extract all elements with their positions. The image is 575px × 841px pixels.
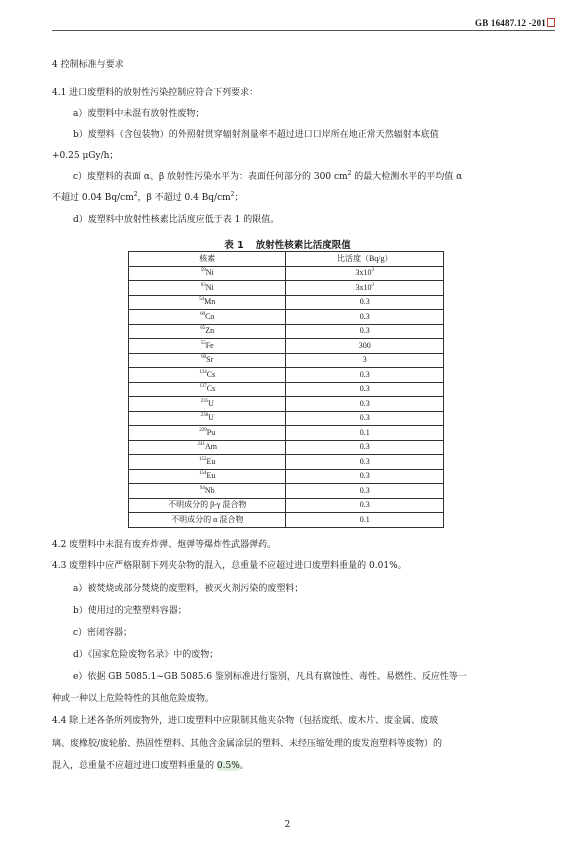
table-row — [129, 513, 444, 528]
activity-cell — [286, 484, 444, 499]
table-row — [129, 382, 444, 397]
activity-cell — [286, 281, 444, 296]
table-row — [129, 324, 444, 339]
mass-number: 235 — [200, 398, 209, 404]
table-row — [129, 440, 444, 455]
exponent: 3 — [371, 268, 374, 274]
clause-4-4-cont: 璃、废橡胶/废轮胎、热固性塑料、其他含金属涂层的塑料、未经压缩处理的废发泡塑料等废物）的 — [52, 739, 443, 749]
activity-cell — [286, 513, 444, 528]
activity-cell — [286, 339, 444, 354]
activity-cell — [286, 426, 444, 441]
table-row — [129, 266, 444, 281]
nuclide-cell — [129, 324, 286, 339]
activity-value: 0.3 — [359, 471, 370, 481]
alpha-limit: 不超过 0.04 Bq/cm — [52, 193, 134, 203]
nuclide-symbol: Eu — [206, 471, 216, 481]
nuclide-cell — [129, 368, 286, 383]
nuclide-cell — [129, 310, 286, 325]
clause-4-1-b-cont: +0.25 μGy/h； — [52, 151, 119, 161]
nuclide-symbol: Ni — [205, 282, 214, 292]
clause-4-1-c-text: c）废塑料的表面 α、β 放射性污染水平为：表面任何部分的 300 cm — [73, 172, 348, 182]
table-row — [129, 411, 444, 426]
header-nuclide: 核素 — [129, 252, 286, 267]
table-row — [129, 339, 444, 354]
superscript: 2 — [133, 191, 138, 198]
mass-number: 63 — [200, 282, 206, 288]
table-row — [129, 484, 444, 499]
clause-4-1-c — [73, 171, 462, 183]
activity-cell — [286, 266, 444, 281]
activity-value: 0.1 — [359, 514, 370, 524]
nuclide-symbol: Ni — [205, 268, 214, 278]
activity-value: 0.3 — [359, 398, 370, 408]
table-number: 表 1 — [224, 240, 244, 251]
placeholder-box-icon — [547, 18, 555, 27]
superscript: 2 — [347, 170, 352, 177]
nuclide-symbol: Sr — [206, 355, 214, 365]
clause-4-1-c-cont — [52, 192, 244, 204]
nuclide-cell — [129, 397, 286, 412]
nuclide-cell — [129, 295, 286, 310]
clause-4-3-b: b）使用过的完整塑料容器； — [73, 606, 187, 616]
activity-value: 0.3 — [359, 311, 370, 321]
nuclide-symbol: Co — [205, 311, 215, 321]
nuclide-cell — [129, 484, 286, 499]
activity-value: 0.3 — [359, 384, 370, 394]
activity-cell — [286, 324, 444, 339]
mass-number: 154 — [199, 471, 207, 477]
activity-cell — [286, 455, 444, 470]
mass-number: 94 — [199, 485, 205, 491]
table-title: 放射性核素比活度限值 — [255, 240, 351, 251]
clause-4-1-c-text-2: 的最大检测水平的平均值 α — [351, 172, 463, 182]
clause-4-3-a: a）被焚烧或部分焚烧的废塑料，被灭火剂污染的废塑料； — [73, 584, 304, 594]
clause-4-3-e-cont: 种或一种以上危险特性的其他危险废物。 — [52, 694, 215, 704]
activity-cell — [286, 382, 444, 397]
standard-code — [475, 18, 555, 28]
nuclide-symbol: Eu — [206, 456, 216, 466]
activity-value: 3x10 — [355, 282, 372, 292]
clause-4-1-a: a）废塑料中未混有放射性废物； — [73, 109, 205, 119]
table-caption — [0, 237, 575, 251]
nuclide-cell — [129, 426, 286, 441]
mass-number: 59 — [200, 268, 206, 274]
table-body — [129, 266, 444, 527]
clause-4-3-d: d）《国家危险废物名录》中的废物； — [73, 650, 219, 660]
mass-number: 90 — [201, 355, 207, 361]
activity-cell — [286, 353, 444, 368]
activity-value: 0.3 — [359, 326, 370, 336]
activity-cell — [286, 397, 444, 412]
mass-number: 54 — [199, 297, 205, 303]
header-rule — [52, 30, 555, 31]
table-row — [129, 310, 444, 325]
superscript: 2 — [230, 191, 235, 198]
clause-4-3-e: e）依据 GB 5085.1~GB 5085.6 鉴别标准进行鉴别，凡具有腐蚀性、毒性、易燃性、反应性等一 — [73, 672, 467, 682]
nuclide-cell — [129, 498, 286, 513]
nuclide-cell — [129, 266, 286, 281]
table-header-row — [129, 252, 444, 267]
activity-value: 300 — [358, 340, 371, 350]
nuclide-cell — [129, 455, 286, 470]
nuclide-cell — [129, 353, 286, 368]
activity-cell — [286, 440, 444, 455]
nuclide-cell — [129, 469, 286, 484]
table-row — [129, 295, 444, 310]
exponent: 3 — [371, 282, 374, 288]
clause-4-4-text: 混入，总重量不应超过进口废塑料重量的 — [52, 761, 217, 771]
nuclide-symbol: Zn — [205, 326, 215, 336]
nuclide-cell — [129, 513, 286, 528]
activity-value: 0.3 — [359, 297, 370, 307]
section-title: 4 控制标准与要求 — [52, 60, 124, 70]
punctuation: ； — [234, 193, 244, 203]
clause-4-1-d: d）废塑料中放射性核素比活度应低于表 1 的限值。 — [73, 215, 280, 225]
clause-4-1-b: b）废塑料（含包装物）的外照射贯穿辐射剂量率不超过进口口岸所在地正常天然辐射本底值 — [73, 130, 439, 140]
nuclide-cell — [129, 281, 286, 296]
mass-number: 60 — [200, 311, 206, 317]
nuclide-symbol: Cs — [206, 384, 216, 394]
nuclide-cell — [129, 339, 286, 354]
activity-value: 0.3 — [359, 413, 370, 423]
table-row — [129, 469, 444, 484]
activity-value: 0.3 — [359, 500, 370, 510]
activity-value: 0.3 — [359, 442, 370, 452]
nuclide-symbol: Fe — [205, 340, 214, 350]
activity-value: 3x10 — [355, 268, 372, 278]
table-row — [129, 353, 444, 368]
punctuation: 。 — [239, 761, 249, 771]
highlighted-percentage: 0.5% — [216, 761, 240, 771]
mass-number: 137 — [199, 384, 207, 390]
mass-number: 152 — [199, 456, 207, 462]
mass-number: 65 — [200, 326, 206, 332]
table-row — [129, 281, 444, 296]
nuclide-symbol: Nb — [204, 485, 215, 495]
table-row — [129, 368, 444, 383]
table-row — [129, 426, 444, 441]
activity-cell — [286, 368, 444, 383]
clause-4-3-c: c）密闭容器； — [73, 628, 133, 638]
activity-cell — [286, 411, 444, 426]
activity-cell — [286, 469, 444, 484]
mass-number: 239 — [199, 427, 207, 433]
nuclide-symbol: U — [208, 398, 214, 408]
table-row — [129, 498, 444, 513]
mass-number: 238 — [200, 413, 209, 419]
clause-4-1: 4.1 进口废塑料的放射性污染控制应符合下列要求： — [52, 88, 259, 98]
header-activity: 比活度（Bq/g） — [286, 252, 444, 267]
nuclide-symbol: Pu — [206, 427, 216, 437]
activity-cell — [286, 295, 444, 310]
activity-value: 3 — [362, 355, 367, 365]
mass-number: 134 — [199, 369, 207, 375]
page-number: 2 — [284, 820, 291, 830]
clause-4-3: 4.3 废塑料中应严格限制下列夹杂物的混入，总重量不应超过进口废塑料重量的 0.01%。 — [52, 561, 407, 571]
mass-number: 241 — [197, 442, 205, 448]
activity-value: 0.3 — [359, 369, 370, 379]
activity-value: 0.3 — [359, 456, 370, 466]
activity-value: 0.1 — [359, 427, 370, 437]
table-row — [129, 397, 444, 412]
nuclide-symbol: Mn — [204, 297, 216, 307]
nuclide-symbol: U — [208, 413, 214, 423]
beta-limit: ，β 不超过 0.4 Bq/cm — [137, 193, 231, 203]
activity-cell — [286, 498, 444, 513]
nuclide-cell — [129, 411, 286, 426]
nuclide-symbol: Am — [204, 442, 217, 452]
nuclide-cell — [129, 382, 286, 397]
activity-cell — [286, 310, 444, 325]
clause-4-4-end — [52, 760, 249, 772]
mass-number: 55 — [200, 340, 206, 346]
nuclide-symbol: Cs — [206, 369, 216, 379]
nuclide-symbol: 不明成分的 α 混合物 — [171, 514, 244, 524]
activity-value: 0.3 — [359, 485, 370, 495]
activity-limits-table — [128, 251, 444, 528]
nuclide-cell — [129, 440, 286, 455]
clause-4-4: 4.4 除上述各条所列废物外，进口废塑料中应限制其他夹杂物（包括废纸、废木片、废金属、废玻 — [52, 716, 439, 726]
table-row — [129, 455, 444, 470]
nuclide-symbol: 不明成分的 β-γ 混合物 — [168, 500, 247, 510]
clause-4-2: 4.2 废塑料中未混有废弃炸弹、炮弹等爆炸性武器弹药。 — [52, 540, 277, 550]
standard-code-text: GB 16487.12 -201 — [475, 18, 546, 28]
